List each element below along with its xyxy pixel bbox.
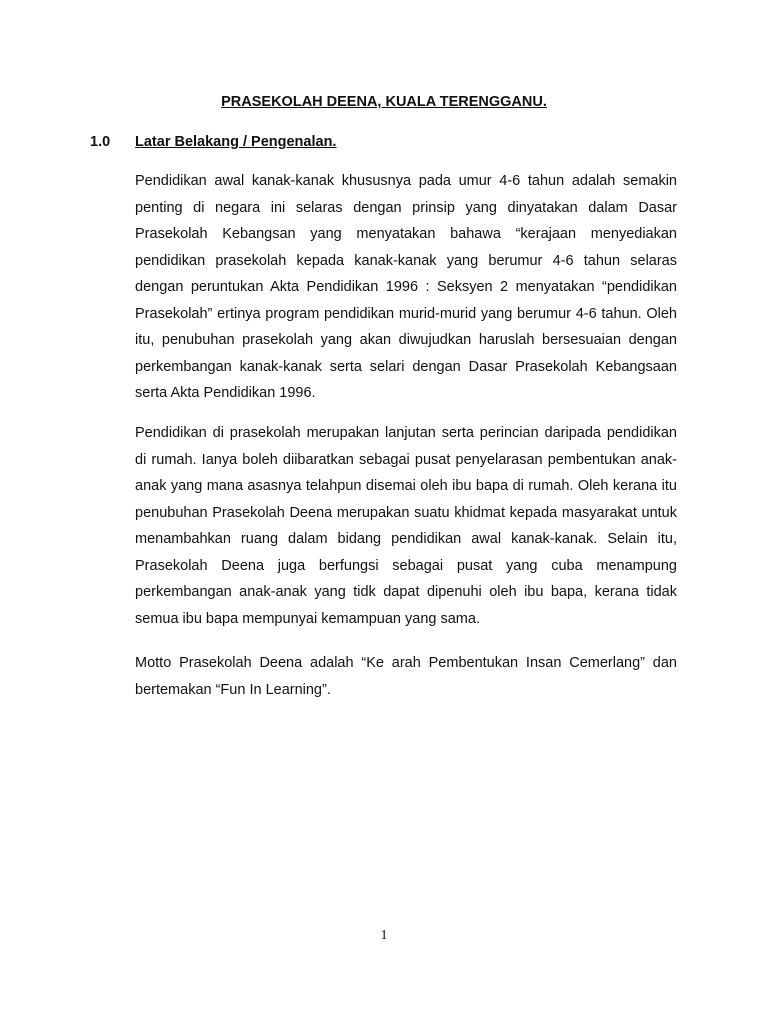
page-number: 1	[380, 928, 388, 943]
paragraph-motto: Motto Prasekolah Deena adalah “Ke arah Pembentukan Insan Cemerlang” dan bertemakan “Fun In Learning”.	[135, 655, 677, 698]
document-title: PRASEKOLAH DEENA, KUALA TERENGGANU.	[221, 94, 547, 110]
paragraph-preschool-role: Pendidikan di prasekolah merupakan lanjutan serta perincian daripada pendidikan di rumah. Ianya boleh diibaratkan sebagai pusat penyelarasan pembentukan anak-anak yang mana asasnya telahpun disemai oleh ibu bapa di rumah. Oleh kerana itu penubuhan Prasekolah Deena merupakan suatu khidmat kepada masyarakat untuk menambahkan ruang dalam bidang pendidikan awal kanak-kanak. Selain itu, Prasekolah Deena juga berfungsi sebagai pusat yang cuba menampung perkembangan anak-anak yang tidk dapat dipenuhi oleh ibu bapa, kerana tidak semua ibu bapa mempunyai kemampuan yang sama.	[135, 425, 677, 627]
paragraph-background: Pendidikan awal kanak-kanak khususnya pada umur 4-6 tahun adalah semakin penting di negara ini selaras dengan prinsip yang dinyatakan dalam Dasar Prasekolah Kebangsan yang menyatakan bahawa “kerajaan menyediakan pendidikan prasekolah kepada kanak-kanak yang berumur 4-6 tahun selaras dengan peruntukan Akta Pendidikan 1996 : Seksyen 2 menyatakan “pendidikan Prasekolah” ertinya program pendidikan murid-murid yang berumur 4-6 tahun. Oleh itu, penubuhan prasekolah yang akan diwujudkan haruslah bersesuaian dengan perkembangan kanak-kanak serta selari dengan Dasar Prasekolah Kebangsaan serta Akta Pendidikan 1996.	[135, 173, 677, 401]
section-number: 1.0	[90, 134, 111, 150]
section-title: Latar Belakang / Pengenalan.	[135, 134, 337, 150]
